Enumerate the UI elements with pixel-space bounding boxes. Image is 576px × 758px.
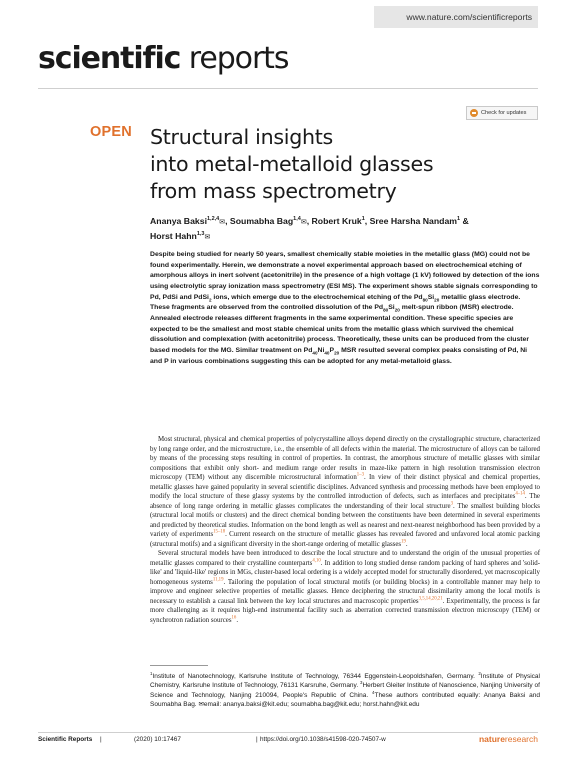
body-text: Most structural, physical and chemical properties of polycrystalline alloys depend directly on the crystallographic structure, characterized by long range order, and the microstructure, i.e., the ensemble of all defects within the material. The microstructure of alloys can be tailored by means of the processing steps resulting in control of properties. In contrast, the amorphous structure of metallic glasses with similar compositions that exhibit only short- and medium range order results in maze-like pattern in high resolution transmission electron microscopy (TEM) without any discernible microstructural information [150, 436, 540, 481]
author-name[interactable]: Robert Kruk [311, 216, 362, 226]
journal-name-light: reports [180, 41, 289, 76]
body-paragraph [150, 435, 540, 549]
title-line-1: Structural insights [150, 125, 333, 149]
body-text: . In addition to long studied dense random packing of hard spheres and 'solid-like' and 'liquid-like' regions in MGs, cluster-based local ordering is a widely accepted model for structurally disordered, yet macroscopically homogeneous systems [150, 559, 540, 586]
citation-link[interactable]: 4–14 [515, 491, 525, 497]
abstract-text: MSR resulted several complex peaks consisting of Pd, Ni and P in various combinations suggesting this can be adopted for any metal-metalloid glass. [150, 346, 528, 365]
footer-citation: (2020) 10:17467 [134, 736, 181, 743]
subscript: 40 [312, 350, 318, 356]
footer-doi-link[interactable]: https://doi.org/10.1038/s41598-020-74507-w [260, 736, 386, 743]
abstract [150, 250, 540, 367]
citation-link[interactable]: 19 [401, 539, 406, 545]
correspondence-emails[interactable]: email: ananya.baksi@kit.edu; soumabha.bag@kit.edu; horst.hahn@kit.edu [203, 701, 420, 709]
brand-light: research [504, 734, 538, 744]
author-name[interactable]: Ananya Baksi [150, 216, 207, 226]
citation-link[interactable]: 1–3 [356, 472, 364, 478]
journal-url-bar[interactable] [374, 6, 538, 28]
header-divider [38, 88, 538, 89]
subscript: 20 [334, 350, 340, 356]
subscript: 20 [394, 307, 400, 313]
affiliations [150, 672, 540, 710]
subscript: 20 [434, 296, 440, 302]
affiliation-number: 4 [372, 689, 375, 695]
affiliation-number: 1 [150, 670, 153, 676]
author-affiliation-sup: 1 [457, 216, 461, 223]
author-affiliation-sup: 1,3 [196, 230, 205, 237]
citation-link[interactable]: 16 [231, 615, 237, 621]
footer-separator: | [100, 736, 102, 743]
check-for-updates-button[interactable] [466, 106, 538, 120]
subscript: 80 [383, 307, 389, 313]
abstract-text: P [329, 346, 335, 354]
affiliation-text: These authors contributed equally: Ananya Baksi and Soumabha Bag. [150, 691, 540, 709]
journal-name-bold: scientific [38, 41, 181, 76]
citation-link[interactable]: 15–18 [213, 529, 226, 535]
citation-link[interactable]: 4,10 [312, 558, 321, 564]
body-text: . Current research on the structure of metallic glasses has revealed favored and unfavored local atomic packing (structural motifs) and a significant diversity in the short-range ordering of metallic glasses [150, 531, 540, 548]
title-line-2: into metal-metalloid glasses [150, 152, 434, 176]
subscript: 2 [208, 296, 212, 302]
nature-research-logo [479, 734, 538, 744]
email-envelope-icon[interactable]: ✉ [219, 219, 226, 226]
body-text: . Experimentally, the process is far more challenging as it requires high-end instrumental facility such as aberration corrected transmission electron microscopy (TEM) or synchrotron radiation sources [150, 597, 540, 624]
author-name[interactable]: Sree Harsha Nandam [369, 216, 458, 226]
author-affiliation-sup: 1,2,4 [206, 216, 220, 223]
body-text: . [405, 540, 408, 548]
author-list: Ananya Baksi$^{1,2,4}$✉, Soumabha Bag$^{1,4}$✉, Robert Kruk$^1$, Sree Harsha Nandam$^1$ & Horst Hahn$^{1,3}$✉ [150, 216, 469, 241]
citation-link[interactable]: 3 [450, 501, 454, 507]
abstract-text: melt-spun ribbon (MSR) electrode. Annealed electrode releases different fragments in the same experimental condition. These specific species are expected to be the smallest and most stable chemical units from the metallic glass which survived the chemical dissolution and complexation (with acetonitrile) process. Theoretically, these units can be produced from the cluster based models for the MG. Similar treatment on Pd [150, 304, 530, 354]
check-updates-icon [470, 109, 478, 117]
author-affiliation-sup: 1,4 [293, 216, 301, 223]
footer-separator: | [256, 736, 258, 743]
abstract-text: Ni [317, 346, 325, 354]
body-text: . Tailoring the population of local structural motifs (or building blocks) in a controllable manner may help to improve and engineer selective properties of metallic glasses. Hence deciphering the structural dissimilarity among the local motifs is necessary to establish a causal link between the key local structures and macroscopic properties [150, 578, 541, 605]
body-paragraph [150, 549, 540, 625]
brand-bold: nature [478, 734, 505, 744]
affiliation-number: 2 [478, 670, 481, 676]
body-text: . The absence of long range ordering in metallic glasses complicates the understanding of their local structure [150, 493, 540, 510]
affiliations-divider [150, 665, 208, 666]
affiliation-text: Herbert Gleiter Institute of Nanoscience, Nanjing University of Science and Technology, Nanjing 210094, People's Republic of China. [150, 682, 540, 699]
body-text: . The smallest building blocks (structural local motifs or clusters) and the direct chemical bonding between the constituents have been determined in several experiments and predicted by theoretical studies. Information on the bond length as well as nearest and next-nearest neighborhood has been provided by a variety of experiments [150, 502, 540, 538]
journal-url[interactable]: www.nature.com/scientificreports [406, 12, 532, 22]
author-name[interactable]: Soumabha Bag [229, 216, 294, 226]
citation-link[interactable]: 11,19 [212, 577, 224, 583]
check-updates-label: Check for updates [481, 110, 527, 116]
page-footer [38, 732, 538, 748]
abstract-text: metallic glass electrode. These fragments are observed from the controlled dissolution of the Pd [150, 293, 521, 312]
journal-logo [38, 41, 289, 76]
affiliation-text: Institute of Physical Chemistry, Karlsruhe Institute of Technology, 76131 Karsruhe, Germany. [150, 673, 540, 690]
abstract-text: Si [388, 304, 395, 312]
subscript: 80 [422, 296, 428, 302]
article-title [150, 124, 530, 205]
affiliation-number: 3 [360, 680, 363, 686]
citation-link[interactable]: 3,5,14,20,21 [418, 596, 443, 602]
author-ampersand: & [460, 216, 469, 226]
author-name[interactable]: Horst Hahn [150, 230, 197, 241]
author-affiliation-sup: 1 [361, 216, 365, 223]
body-text: . [236, 616, 239, 624]
title-line-3: from mass spectrometry [150, 179, 397, 203]
email-envelope-icon[interactable]: ✉ [300, 219, 307, 226]
body-text: . In view of their distinct physical and chemical properties, metallic glasses have gained popularity in several scientific disciplines. Advanced synthesis and processing methods have been employed to modify the local structure of these glassy systems by the controlled introduction of defects, such as interfaces and precipitates [150, 474, 540, 500]
subscript: 40 [324, 350, 330, 356]
email-envelope-icon: ✉ [198, 701, 204, 709]
email-envelope-icon[interactable]: ✉ [204, 233, 211, 241]
main-body-text [150, 435, 540, 625]
abstract-text: Si [427, 293, 435, 301]
footer-journal: Scientific Reports [38, 736, 93, 743]
abstract-text: ions, which emerge due to the electrochemical etching of the Pd [211, 293, 423, 301]
affiliation-text: Institute of Nanotechnology, Karlsruhe Institute of Technology, 76344 Eggenstein-Leopoldshafen, Germany. [152, 673, 479, 680]
abstract-text: Despite being studied for nearly 50 years, smallest chemically stable moieties in the metallic glass (MG) could not be found experimentally. Herein, we demonstrate a novel experimental approach based on electrochemical etching of amorphous alloys in inert solvent (acetonitrile) in the presence of a high voltage (1 kV) followed by detection of the ions using electrolytic spray ionization mass spectrometry (ESI MS). The experiment shows stable signals corresponding to Pd, PdSi and PdSi [150, 251, 540, 301]
body-text: Several structural models have been introduced to describe the local structure and to understand the origin of the unusual properties of metallic glasses compared to their crystalline counterparts [150, 550, 540, 567]
open-access-label: OPEN [90, 124, 132, 140]
